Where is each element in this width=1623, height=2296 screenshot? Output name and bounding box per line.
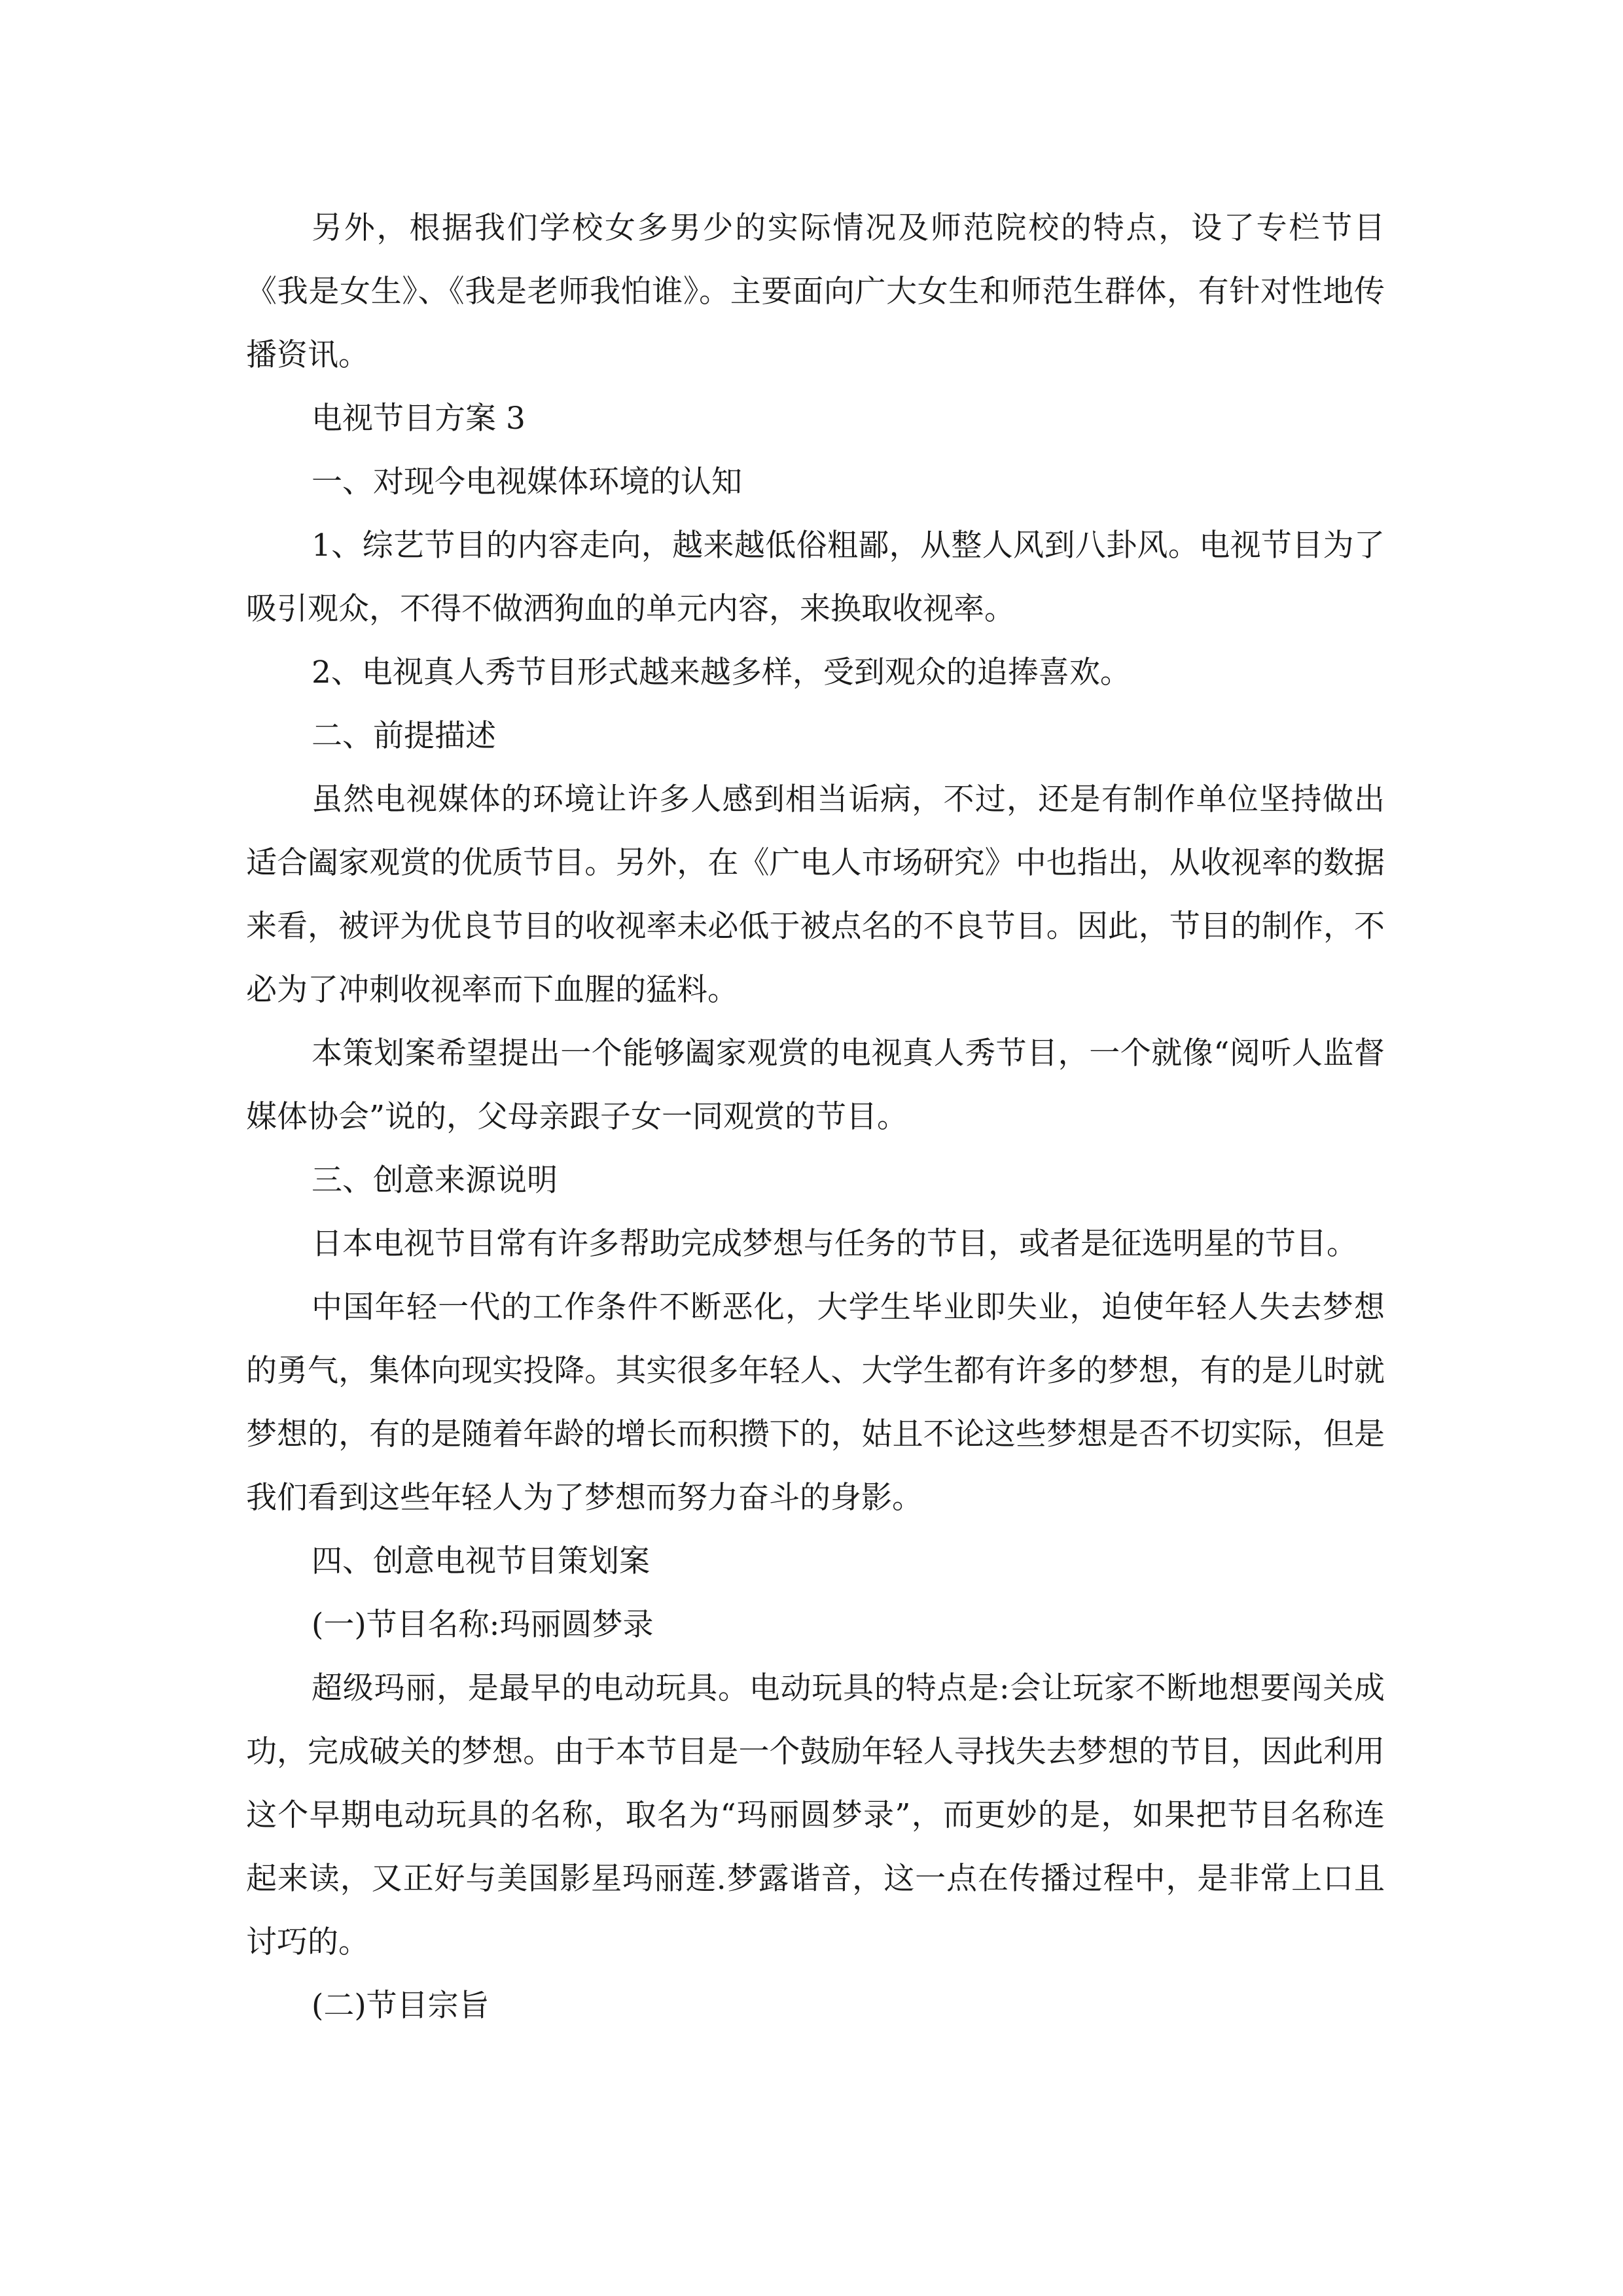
section-title: 电视节目方案 3 [312, 401, 526, 437]
paragraph: 中国年轻一代的工作条件不断恶化，大学生毕业即失业，迫使年轻人失去梦想的勇气，集体向现实投降。其实很多年轻人、大学生都有许多的梦想，有的是儿时就梦想的，有的是随着年龄的增长而积攒下的，姑且不论这些梦想是否不切实际，但是我们看到这些年轻人为了梦想而努力奋斗的身影。 [246, 1289, 1385, 1516]
heading: 一、对现今电视媒体环境的认知 [312, 464, 742, 500]
subheading: (二)节目宗旨 [312, 1988, 490, 2024]
paragraph: 另外，根据我们学校女多男少的实际情况及师范院校的特点，设了专栏节目《我是女生》、《我是老师我怕谁》。主要面向广大女生和师范生群体，有针对性地传播资讯。 [246, 210, 1385, 373]
paragraph: 1、综艺节目的内容走向，越来越低俗粗鄙，从整人风到八卦风。电视节目为了吸引观众，不得不做洒狗血的单元内容，来换取收视率。 [246, 528, 1385, 627]
heading: 三、创意来源说明 [312, 1162, 558, 1198]
heading: 四、创意电视节目策划案 [312, 1543, 650, 1579]
paragraph: 超级玛丽，是最早的电动玩具。电动玩具的特点是:会让玩家不断地想要闯关成功，完成破关的梦想。由于本节目是一个鼓励年轻人寻找失去梦想的节目，因此利用这个早期电动玩具的名称，取名为“玛丽圆梦录”，而更妙的是，如果把节目名称连起来读，又正好与美国影星玛丽莲.梦露谐音，这一点在传播过程中，是非常上口且讨巧的。 [246, 1670, 1385, 1960]
document-body [246, 196, 1385, 2037]
heading: 二、前提描述 [312, 718, 496, 754]
paragraph: 虽然电视媒体的环境让许多人感到相当诟病，不过，还是有制作单位坚持做出适合阖家观赏的优质节目。另外，在《广电人市场研究》中也指出，从收视率的数据来看，被评为优良节目的收视率未必低于被点名的不良节目。因此，节目的制作，不必为了冲刺收视率而下血腥的猛料。 [246, 781, 1385, 1008]
paragraph: 本策划案希望提出一个能够阖家观赏的电视真人秀节目，一个就像“阅听人监督媒体协会”说的，父母亲跟子女一同观赏的节目。 [246, 1035, 1385, 1135]
paragraph: 2、电视真人秀节目形式越来越多样，受到观众的追捧喜欢。 [312, 655, 1131, 691]
paragraph: 日本电视节目常有许多帮助完成梦想与任务的节目，或者是征选明星的节目。 [312, 1226, 1357, 1262]
subheading: (一)节目名称:玛丽圆梦录 [312, 1607, 654, 1643]
